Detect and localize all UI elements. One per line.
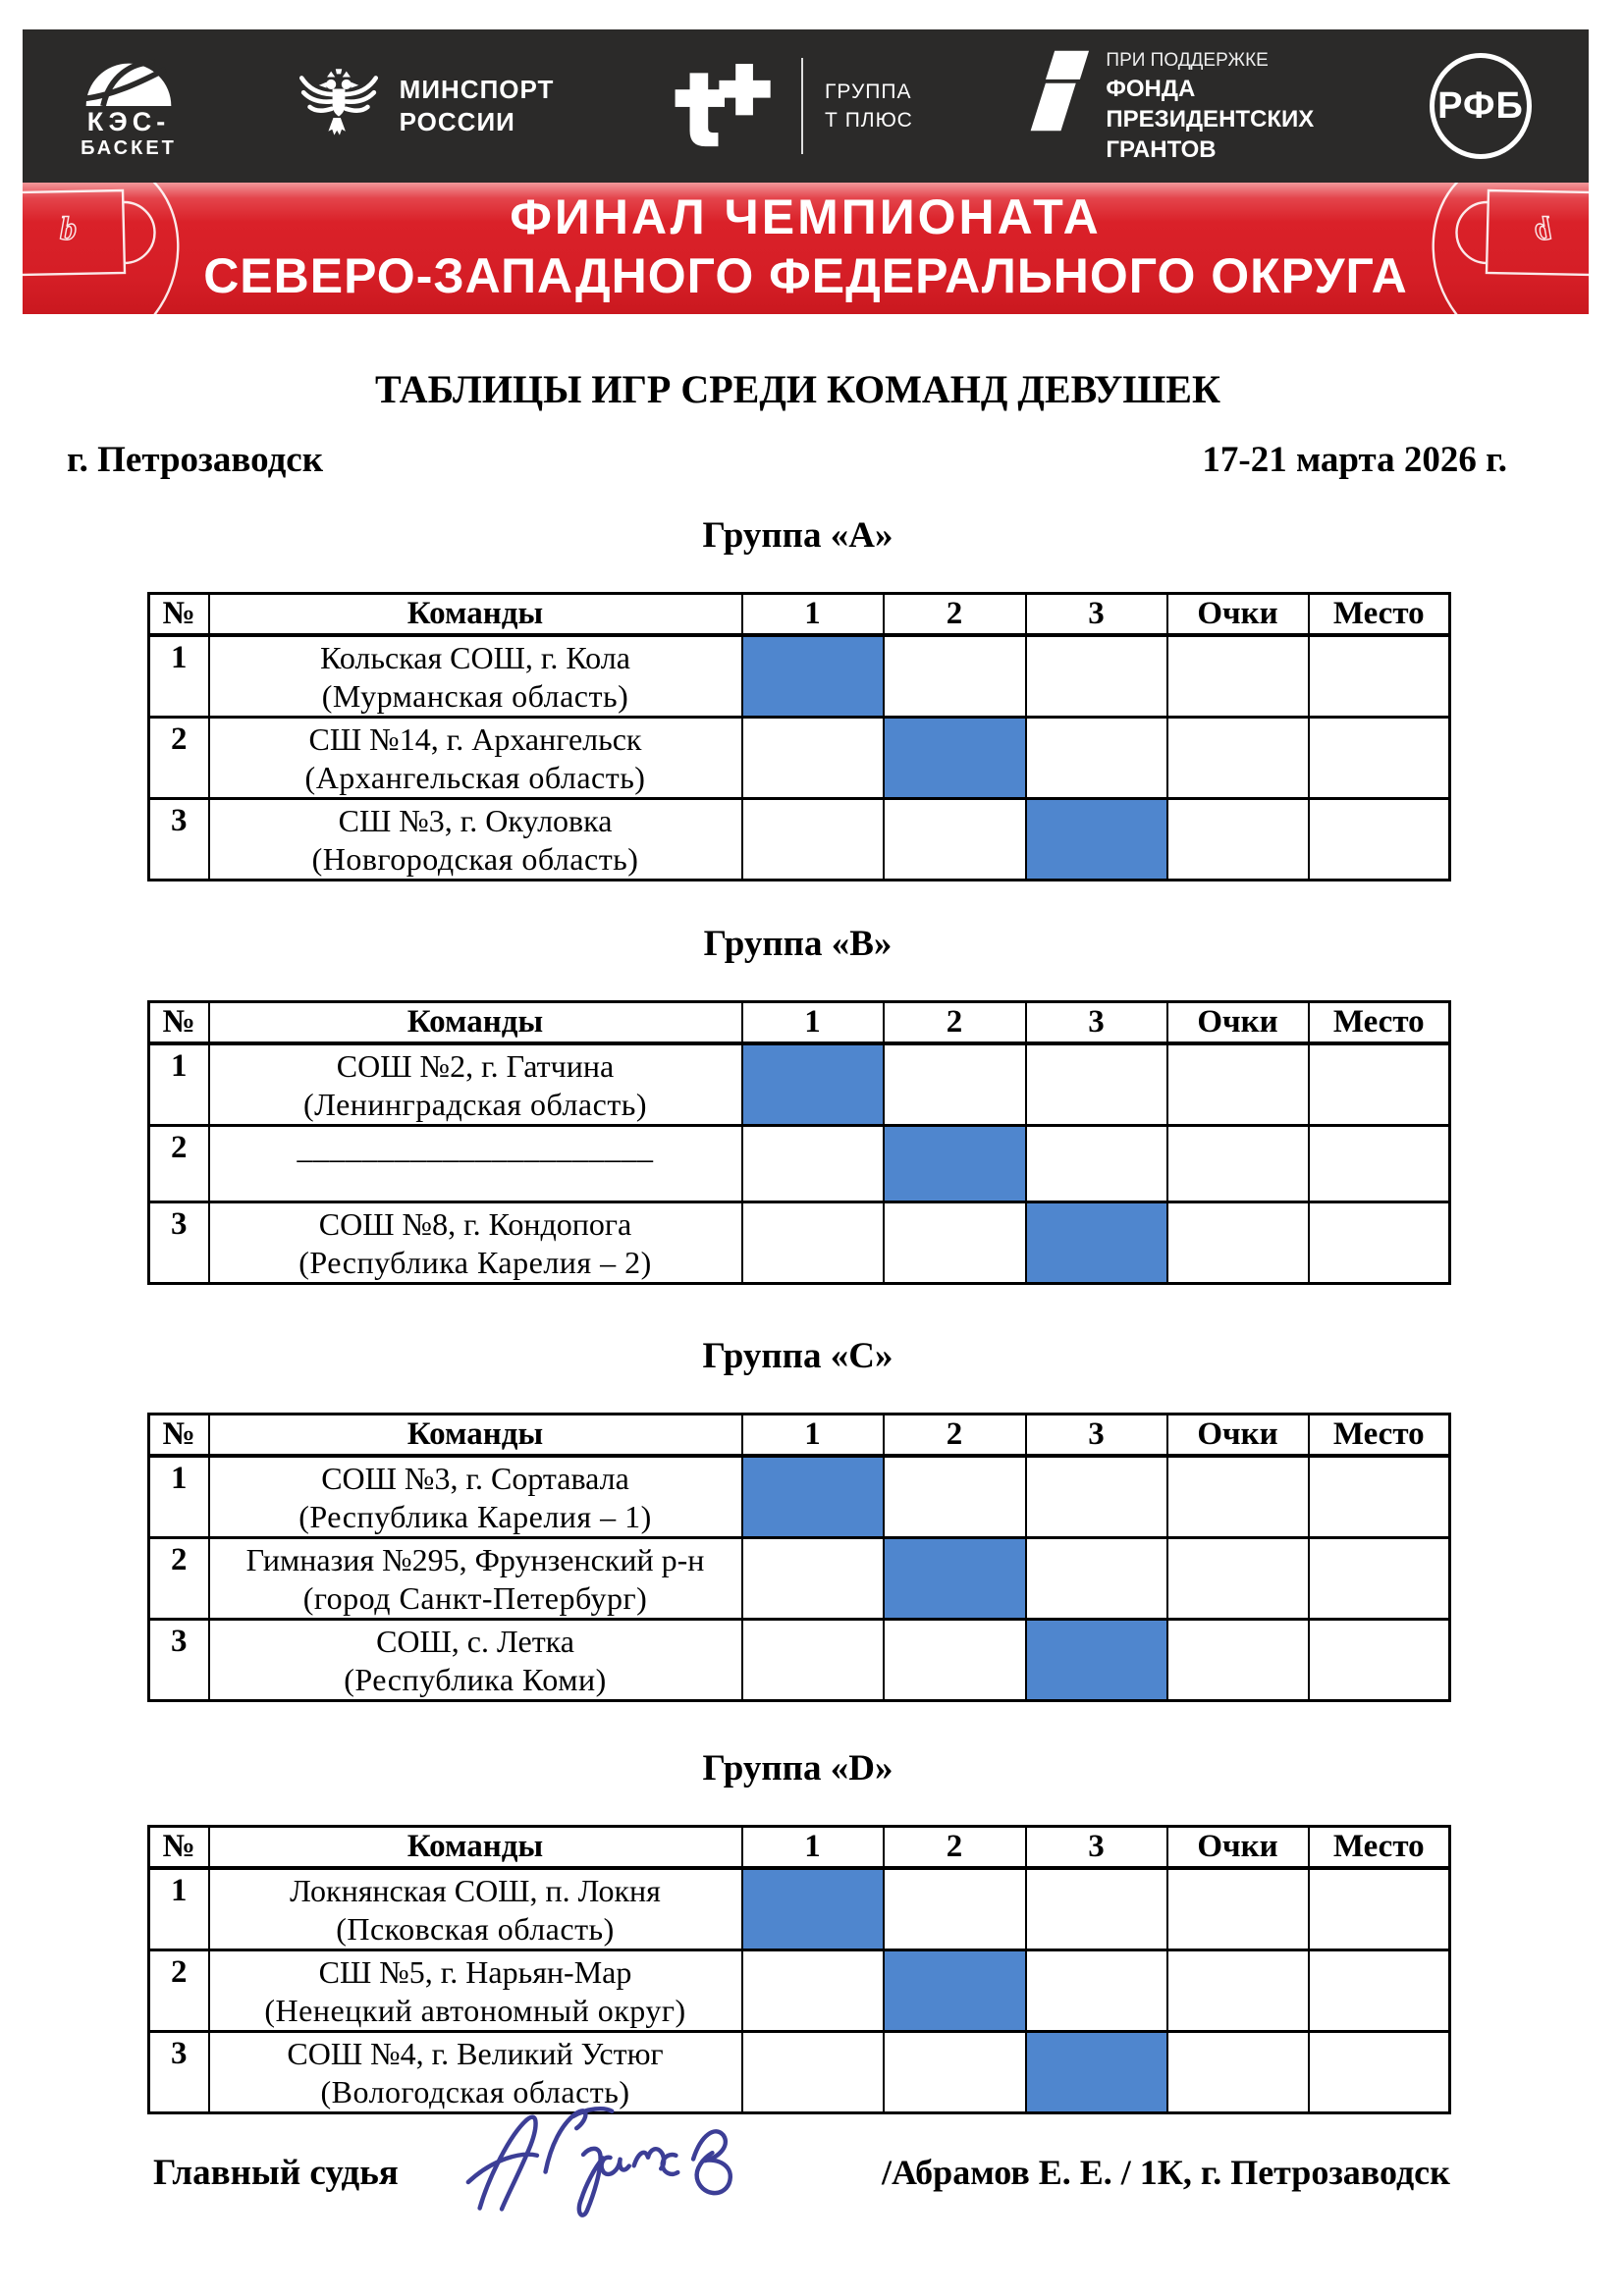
team-cell bbox=[209, 1456, 742, 1538]
game-cell bbox=[1026, 1125, 1167, 1201]
game-cell bbox=[884, 1043, 1026, 1126]
row-number: 3 bbox=[149, 798, 209, 880]
place-cell bbox=[1309, 635, 1450, 718]
basketball-court-lines-right-icon bbox=[1363, 183, 1589, 314]
team-region: (город Санкт-Петербург) bbox=[302, 1579, 648, 1616]
minsport-line2: РОССИИ bbox=[399, 107, 515, 136]
group-c-table bbox=[147, 1413, 1451, 1702]
team-region: (Республика Карелия – 2) bbox=[298, 1244, 652, 1280]
championship-banner bbox=[23, 183, 1589, 314]
meta-row bbox=[67, 439, 1507, 482]
game-cell bbox=[884, 1619, 1026, 1700]
tplus-line2: Т ПЛЮС bbox=[825, 109, 913, 132]
team-name: СОШ №3, г. Сортавала bbox=[321, 1460, 629, 1496]
col-place: Место bbox=[1309, 1002, 1450, 1043]
group-b-table bbox=[147, 1000, 1451, 1285]
team-blank-line: ______________________ bbox=[297, 1129, 654, 1165]
points-cell bbox=[1167, 1868, 1309, 1950]
place-cell bbox=[1309, 1201, 1450, 1283]
col-game1: 1 bbox=[742, 1827, 884, 1868]
team-cell bbox=[209, 1619, 742, 1700]
col-game2: 2 bbox=[884, 1415, 1026, 1456]
col-game1: 1 bbox=[742, 1002, 884, 1043]
team-region: (Архангельская область) bbox=[304, 759, 646, 795]
self-game-cell bbox=[884, 1125, 1026, 1201]
table-row bbox=[149, 1868, 1450, 1950]
tplus-logo bbox=[670, 58, 913, 154]
team-region: (Вологодская область) bbox=[320, 2073, 630, 2109]
team-cell-blank bbox=[209, 1125, 742, 1201]
col-game2: 2 bbox=[884, 594, 1026, 635]
group-a-table bbox=[147, 592, 1451, 881]
group-b-section bbox=[0, 923, 1624, 1285]
table-row bbox=[149, 1537, 1450, 1619]
grants-flags-icon bbox=[1028, 48, 1091, 164]
col-game3: 3 bbox=[1026, 1415, 1167, 1456]
game-cell bbox=[1026, 1043, 1167, 1126]
table-row bbox=[149, 1456, 1450, 1538]
team-region: (Республика Коми) bbox=[344, 1661, 607, 1697]
col-points: Очки bbox=[1167, 1827, 1309, 1868]
team-cell bbox=[209, 1868, 742, 1950]
banner-title-line2: СЕВЕРО-ЗАПАДНОГО ФЕДЕРАЛЬНОГО ОКРУГА bbox=[203, 248, 1408, 303]
col-points: Очки bbox=[1167, 1415, 1309, 1456]
team-cell bbox=[209, 1043, 742, 1126]
tplus-icon bbox=[670, 59, 780, 153]
tplus-line1: ГРУППА bbox=[825, 80, 912, 103]
self-game-cell bbox=[742, 635, 884, 718]
team-cell bbox=[209, 1537, 742, 1619]
group-a-section bbox=[0, 514, 1624, 881]
points-cell bbox=[1167, 717, 1309, 798]
place-cell bbox=[1309, 1868, 1450, 1950]
col-number: № bbox=[149, 594, 209, 635]
place-cell bbox=[1309, 1043, 1450, 1126]
basketball-icon bbox=[80, 55, 178, 106]
col-game2: 2 bbox=[884, 1827, 1026, 1868]
grants-line3: ГРАНТОВ bbox=[1106, 135, 1217, 163]
row-number: 1 bbox=[149, 1868, 209, 1950]
team-region: (Новгородская область) bbox=[311, 840, 639, 877]
col-number: № bbox=[149, 1002, 209, 1043]
kes-basket-line1: КЭС- bbox=[86, 106, 171, 136]
points-cell bbox=[1167, 798, 1309, 880]
col-place: Место bbox=[1309, 594, 1450, 635]
self-game-cell bbox=[1026, 798, 1167, 880]
col-place: Место bbox=[1309, 1827, 1450, 1868]
table-row bbox=[149, 1125, 1450, 1201]
team-cell bbox=[209, 635, 742, 718]
row-number: 2 bbox=[149, 1949, 209, 2031]
team-name: СОШ №4, г. Великий Устюг bbox=[287, 2035, 664, 2071]
game-cell bbox=[1026, 1949, 1167, 2031]
group-a-title: Группа «А» bbox=[702, 515, 893, 556]
game-cell bbox=[884, 635, 1026, 718]
place-cell bbox=[1309, 798, 1450, 880]
game-cell bbox=[884, 1868, 1026, 1950]
col-teams: Команды bbox=[209, 1827, 742, 1868]
game-cell bbox=[1026, 1868, 1167, 1950]
table-header-row bbox=[149, 594, 1450, 635]
game-cell bbox=[742, 1619, 884, 1700]
self-game-cell bbox=[884, 717, 1026, 798]
place-cell bbox=[1309, 1456, 1450, 1538]
dates-label: 17-21 марта 2026 г. bbox=[1202, 440, 1507, 480]
game-cell bbox=[1026, 1456, 1167, 1538]
col-game2: 2 bbox=[884, 1002, 1026, 1043]
team-cell bbox=[209, 798, 742, 880]
team-name: СШ №14, г. Архангельск bbox=[308, 721, 642, 757]
col-points: Очки bbox=[1167, 594, 1309, 635]
points-cell bbox=[1167, 1456, 1309, 1538]
table-header-row bbox=[149, 1415, 1450, 1456]
kes-basket-logo bbox=[80, 55, 178, 158]
chief-referee-label: Главный судья bbox=[153, 2153, 399, 2193]
place-cell bbox=[1309, 2031, 1450, 2112]
eagle-emblem-icon bbox=[294, 61, 384, 151]
game-cell bbox=[742, 717, 884, 798]
row-number: 1 bbox=[149, 635, 209, 718]
points-cell bbox=[1167, 1537, 1309, 1619]
col-teams: Команды bbox=[209, 1002, 742, 1043]
self-game-cell bbox=[1026, 1201, 1167, 1283]
self-game-cell bbox=[1026, 1619, 1167, 1700]
row-number: 3 bbox=[149, 2031, 209, 2112]
team-region: (Ленинградская область) bbox=[302, 1086, 648, 1122]
referee-signature bbox=[456, 2086, 768, 2234]
team-cell bbox=[209, 1949, 742, 2031]
table-row bbox=[149, 1619, 1450, 1700]
game-cell bbox=[884, 2031, 1026, 2112]
table-row bbox=[149, 1201, 1450, 1283]
table-row bbox=[149, 1949, 1450, 2031]
points-cell bbox=[1167, 1619, 1309, 1700]
col-points: Очки bbox=[1167, 1002, 1309, 1043]
col-game3: 3 bbox=[1026, 1827, 1167, 1868]
game-cell bbox=[1026, 717, 1167, 798]
col-teams: Команды bbox=[209, 1415, 742, 1456]
grants-line1: ФОНДА bbox=[1106, 75, 1196, 102]
team-region: (Псковская область) bbox=[336, 1910, 615, 1947]
col-place: Место bbox=[1309, 1415, 1450, 1456]
court-letter: b bbox=[60, 211, 77, 247]
team-name: СШ №3, г. Окуловка bbox=[338, 802, 613, 838]
grants-support-line: ПРИ ПОДДЕРЖКЕ bbox=[1106, 49, 1269, 71]
self-game-cell bbox=[742, 1456, 884, 1538]
basketball-court-lines-left-icon bbox=[23, 183, 248, 314]
points-cell bbox=[1167, 1125, 1309, 1201]
court-letter: b bbox=[1535, 211, 1551, 247]
row-number: 2 bbox=[149, 717, 209, 798]
col-game3: 3 bbox=[1026, 1002, 1167, 1043]
col-number: № bbox=[149, 1415, 209, 1456]
points-cell bbox=[1167, 1043, 1309, 1126]
place-cell bbox=[1309, 1537, 1450, 1619]
team-name: Кольская СОШ, г. Кола bbox=[320, 639, 630, 675]
col-number: № bbox=[149, 1827, 209, 1868]
city-label: г. Петрозаводск bbox=[67, 440, 324, 480]
team-region: (Ненецкий автономный округ) bbox=[264, 1992, 686, 2028]
team-name: СОШ №2, г. Гатчина bbox=[336, 1047, 615, 1084]
col-game1: 1 bbox=[742, 1415, 884, 1456]
rfb-label: РФБ bbox=[1437, 84, 1524, 127]
kes-basket-line2: БАСКЕТ bbox=[81, 136, 177, 159]
points-cell bbox=[1167, 2031, 1309, 2112]
self-game-cell bbox=[884, 1949, 1026, 2031]
team-name: СОШ, с. Летка bbox=[376, 1623, 574, 1659]
row-number: 3 bbox=[149, 1201, 209, 1283]
game-cell bbox=[742, 2031, 884, 2112]
team-region: (Мурманская область) bbox=[321, 677, 629, 714]
col-teams: Команды bbox=[209, 594, 742, 635]
table-row bbox=[149, 635, 1450, 718]
page-title: ТАБЛИЦЫ ИГР СРЕДИ КОМАНД ДЕВУШЕК bbox=[375, 367, 1220, 411]
place-cell bbox=[1309, 1949, 1450, 2031]
group-d-section bbox=[0, 1747, 1624, 2114]
game-cell bbox=[742, 1537, 884, 1619]
minsport-line1: МИНСПОРТ bbox=[399, 75, 555, 104]
presidential-grants-logo bbox=[1028, 48, 1314, 165]
points-cell bbox=[1167, 635, 1309, 718]
place-cell bbox=[1309, 717, 1450, 798]
table-header-row bbox=[149, 1002, 1450, 1043]
team-name: Гимназия №295, Фрунзенский р-н bbox=[245, 1541, 705, 1577]
game-cell bbox=[742, 798, 884, 880]
team-name: Локнянская СОШ, п. Локня bbox=[290, 1872, 661, 1908]
game-cell bbox=[1026, 635, 1167, 718]
team-name: СОШ №8, г. Кондопога bbox=[318, 1205, 632, 1242]
table-header-row bbox=[149, 1827, 1450, 1868]
points-cell bbox=[1167, 1201, 1309, 1283]
points-cell bbox=[1167, 1949, 1309, 2031]
minsport-logo bbox=[294, 61, 555, 151]
group-c-title: Группа «С» bbox=[702, 1336, 893, 1376]
place-cell bbox=[1309, 1619, 1450, 1700]
game-cell bbox=[742, 1125, 884, 1201]
group-d-title: Группа «D» bbox=[702, 1748, 893, 1789]
grants-line2: ПРЕЗИДЕНТСКИХ bbox=[1106, 105, 1315, 133]
table-row bbox=[149, 1043, 1450, 1126]
group-b-title: Группа «В» bbox=[703, 924, 893, 964]
game-cell bbox=[742, 1201, 884, 1283]
self-game-cell bbox=[742, 1043, 884, 1126]
self-game-cell bbox=[884, 1537, 1026, 1619]
referee-credentials: /Абрамов Е. Е. / 1К, г. Петрозаводск bbox=[882, 2153, 1450, 2192]
game-cell bbox=[884, 1456, 1026, 1538]
game-cell bbox=[884, 1201, 1026, 1283]
team-cell bbox=[209, 1201, 742, 1283]
game-cell bbox=[884, 798, 1026, 880]
banner-title-line1: ФИНАЛ ЧЕМПИОНАТА bbox=[510, 189, 1102, 244]
row-number: 3 bbox=[149, 1619, 209, 1700]
row-number: 1 bbox=[149, 1043, 209, 1126]
team-name: СШ №5, г. Нарьян-Мар bbox=[318, 1953, 632, 1990]
self-game-cell bbox=[742, 1868, 884, 1950]
sponsor-header bbox=[23, 29, 1589, 183]
row-number: 2 bbox=[149, 1537, 209, 1619]
group-d-table bbox=[147, 1825, 1451, 2114]
team-cell bbox=[209, 717, 742, 798]
row-number: 2 bbox=[149, 1125, 209, 1201]
col-game3: 3 bbox=[1026, 594, 1167, 635]
table-row bbox=[149, 717, 1450, 798]
group-c-section bbox=[0, 1335, 1624, 1702]
self-game-cell bbox=[1026, 2031, 1167, 2112]
place-cell bbox=[1309, 1125, 1450, 1201]
col-game1: 1 bbox=[742, 594, 884, 635]
row-number: 1 bbox=[149, 1456, 209, 1538]
tplus-divider bbox=[801, 58, 803, 154]
table-row bbox=[149, 2031, 1450, 2112]
game-cell bbox=[742, 1949, 884, 2031]
game-cell bbox=[1026, 1537, 1167, 1619]
rfb-logo bbox=[1430, 53, 1532, 159]
team-region: (Республика Карелия – 1) bbox=[298, 1498, 652, 1534]
table-row bbox=[149, 798, 1450, 880]
